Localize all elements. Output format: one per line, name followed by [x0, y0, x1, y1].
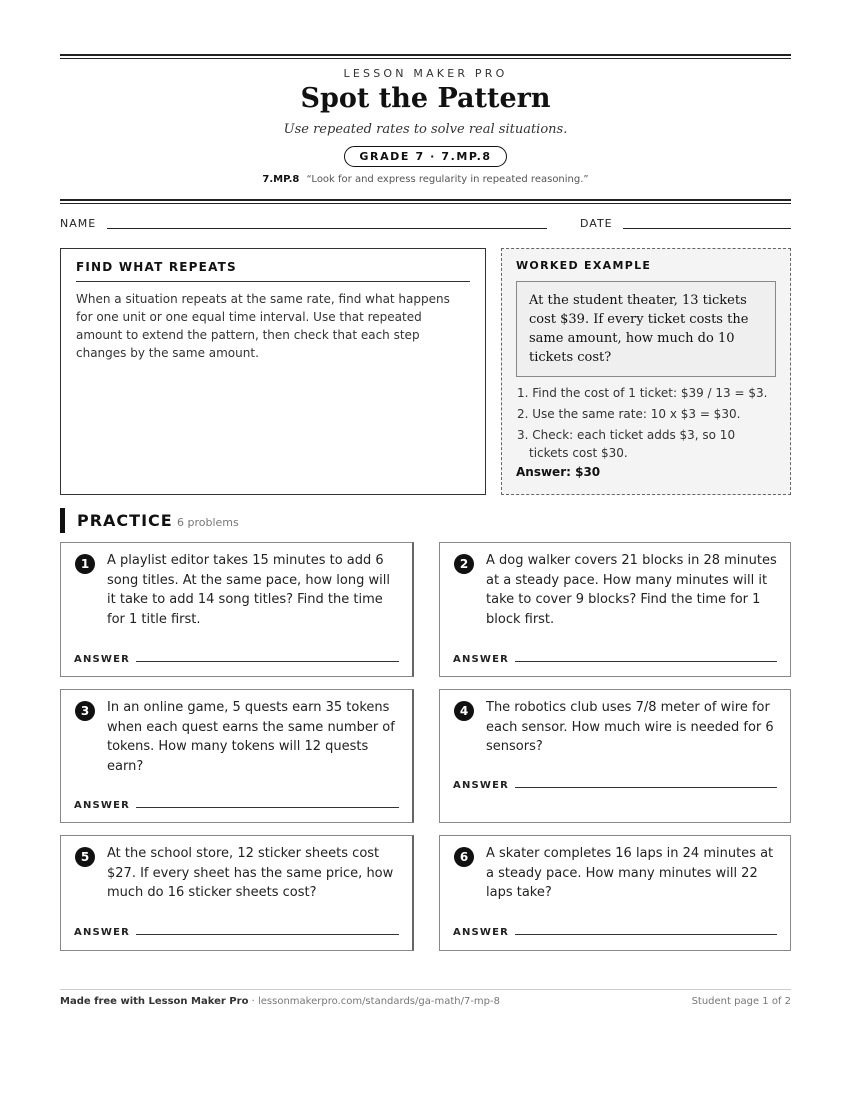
grade-pill-wrap [60, 145, 791, 167]
answer-label: ANSWER [453, 927, 510, 938]
answer-field[interactable] [515, 934, 777, 935]
page-subtitle: Use repeated rates to solve real situations. [283, 122, 568, 137]
worked-step: 3. Check: each ticket adds $3, so 10 tickets cost $30. [517, 428, 736, 460]
find-what-repeats-box [60, 248, 486, 495]
header-rule-bottom [60, 199, 791, 204]
problem-number-badge: 5 [75, 847, 95, 867]
standard-text: “Look for and express regularity in repeated reasoning.” [306, 174, 589, 185]
brand-name: LESSON MAKER PRO [343, 67, 508, 80]
date-field[interactable] [623, 228, 791, 229]
problem-text: At the school store, 12 sticker sheets cost $27. If every sheet has the same price, how much do 16 sticker sheets cost? [107, 846, 394, 900]
problem-text: A dog walker covers 21 blocks in 28 minutes at a steady pace. How many minutes will it take to cover 9 blocks? Find the time for 1 block first. [486, 553, 777, 627]
answer-field[interactable] [136, 661, 399, 662]
practice-accent-bar [60, 508, 65, 533]
grade-pill: GRADE 7 · 7.MP.8 [344, 146, 506, 167]
footer-made-with: Made free with Lesson Maker Pro [60, 996, 249, 1007]
problem-text: A skater completes 16 laps in 24 minutes at a steady pace. How many minutes will 22 laps take? [486, 846, 774, 900]
problem-number-badge: 3 [75, 701, 95, 721]
answer-field[interactable] [136, 934, 399, 935]
answer-label: ANSWER [74, 927, 131, 938]
worked-example-answer: Answer: $30 [516, 465, 601, 479]
worksheet-page [60, 0, 791, 1100]
problem-text: In an online game, 5 quests earn 35 tokens when each quest earns the same number of tokens. How many tokens will 12 quests earn? [107, 700, 395, 774]
problem-card-3 [60, 689, 414, 823]
worked-example-title: WORKED EXAMPLE [516, 259, 652, 272]
problem-number-badge: 1 [75, 554, 95, 574]
name-field[interactable] [107, 228, 547, 229]
find-box-title: FIND WHAT REPEATS [76, 260, 470, 282]
page-title: Spot the Pattern [300, 83, 551, 114]
answer-label: ANSWER [453, 780, 510, 791]
standard-code: 7.MP.8 [262, 174, 300, 185]
worked-example-steps [516, 384, 776, 462]
problem-text: The robotics club uses 7/8 meter of wire for each sensor. How much wire is needed for 6 sensors? [486, 700, 774, 754]
footer-credit [60, 996, 500, 1007]
problem-card-2 [439, 542, 791, 677]
answer-field[interactable] [515, 661, 777, 662]
footer-rule [60, 989, 791, 990]
answer-label: ANSWER [74, 654, 131, 665]
problem-card-4 [439, 689, 791, 823]
problem-card-5 [60, 835, 414, 951]
standard-line [60, 174, 791, 185]
worked-example-box [501, 248, 791, 495]
problem-text: A playlist editor takes 15 minutes to add 6 song titles. At the same pace, how long will it take to add 14 song titles? Find the time for 1 title first. [107, 553, 390, 627]
problem-card-6 [439, 835, 791, 951]
problem-number-badge: 4 [454, 701, 474, 721]
answer-field[interactable] [136, 807, 399, 808]
worked-example-question: At the student theater, 13 tickets cost $39. If every ticket costs the same amount, how much do 10 tickets cost? [516, 281, 776, 377]
answer-label: ANSWER [453, 654, 510, 665]
name-label: NAME [60, 217, 97, 230]
header-rule-top [60, 54, 791, 59]
practice-count: 6 problems [177, 516, 239, 529]
practice-heading: PRACTICE [77, 511, 173, 530]
problem-number-badge: 2 [454, 554, 474, 574]
date-label: DATE [580, 217, 613, 230]
worked-step: 2. Use the same rate: 10 x $3 = $30. [517, 407, 741, 421]
footer-page-number: Student page 1 of 2 [691, 996, 791, 1007]
find-box-text: When a situation repeats at the same rate, find what happens for one unit or one equal time interval. Use that repeated amount to extend the pattern, then check that each step changes by the same amount. [76, 292, 450, 360]
answer-label: ANSWER [74, 800, 131, 811]
answer-field[interactable] [515, 787, 777, 788]
problem-card-1 [60, 542, 414, 677]
worked-step: 1. Find the cost of 1 ticket: $39 / 13 = $3. [517, 386, 768, 400]
footer-link[interactable]: · lessonmakerpro.com/standards/ga-math/7-mp-8 [248, 996, 500, 1007]
problem-number-badge: 6 [454, 847, 474, 867]
